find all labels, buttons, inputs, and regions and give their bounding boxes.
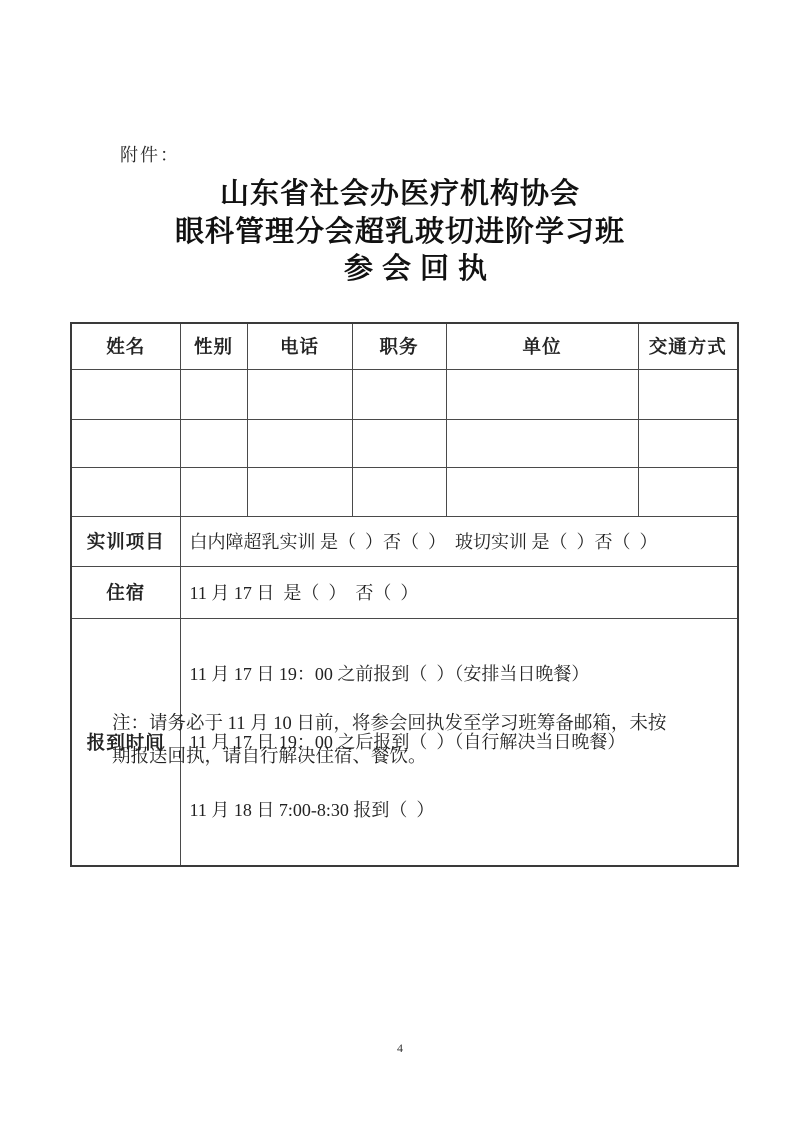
note-line-2: 期报送回执，请自行解决住宿、餐饮。: [112, 747, 427, 767]
checkin-option-2: 11 月 17 日 19：00 之后报到（ ）（自行解决当日晚餐）: [189, 731, 626, 752]
empty-cell: [247, 419, 352, 467]
empty-cell: [352, 419, 446, 467]
document-title: [0, 176, 800, 289]
header-unit: 单位: [446, 323, 638, 369]
empty-cell: [446, 467, 638, 516]
empty-row: [71, 369, 738, 419]
empty-cell: [352, 467, 446, 516]
empty-cell: [180, 467, 247, 516]
checkin-option-1: 11 月 17 日 19：00 之前报到（ ）（安排当日晚餐）: [189, 663, 590, 684]
empty-cell: [352, 369, 446, 419]
page-number: 4: [397, 1041, 403, 1055]
lodging-label: 住宿: [71, 566, 180, 618]
empty-cell: [247, 467, 352, 516]
empty-cell: [638, 369, 738, 419]
empty-row: [71, 419, 738, 467]
attachment-label: 附件：: [120, 145, 180, 165]
empty-row: [71, 467, 738, 516]
empty-cell: [247, 369, 352, 419]
empty-cell: [71, 419, 180, 467]
lodging-row: [71, 566, 738, 618]
header-row: [71, 323, 738, 369]
training-project-row: [71, 516, 738, 566]
checkin-option-3: 11 月 18 日 7:00-8:30 报到（ ）: [189, 799, 435, 820]
header-transport: 交通方式: [638, 323, 738, 369]
lodging-options: 11 月 17 日 是（ ） 否（ ）: [180, 566, 738, 618]
empty-cell: [180, 369, 247, 419]
registration-form-table: [70, 322, 739, 867]
title-line-2: 眼科管理分会超乳玻切进阶学习班: [174, 215, 625, 248]
note-paragraph: [112, 708, 712, 774]
training-project-label: 实训项目: [71, 516, 180, 566]
empty-cell: [446, 369, 638, 419]
note-line-1: 注：请务必于 11 月 10 日前，将参会回执发至学习班筹备邮箱，未按: [112, 714, 667, 734]
header-name: 姓名: [71, 323, 180, 369]
empty-cell: [446, 419, 638, 467]
header-gender: 性别: [180, 323, 247, 369]
header-phone: 电话: [247, 323, 352, 369]
training-project-options: 白内障超乳实训 是（ ）否（ ） 玻切实训 是（ ）否（ ）: [180, 516, 738, 566]
title-line-1: 山东省社会办医疗机构协会: [219, 178, 580, 210]
empty-cell: [638, 419, 738, 467]
checkin-time-label: 报到时间: [71, 618, 180, 866]
empty-cell: [180, 419, 247, 467]
header-position: 职务: [352, 323, 446, 369]
empty-cell: [638, 467, 738, 516]
title-line-3: 参会回执: [343, 253, 496, 285]
empty-cell: [71, 369, 180, 419]
empty-cell: [71, 467, 180, 516]
